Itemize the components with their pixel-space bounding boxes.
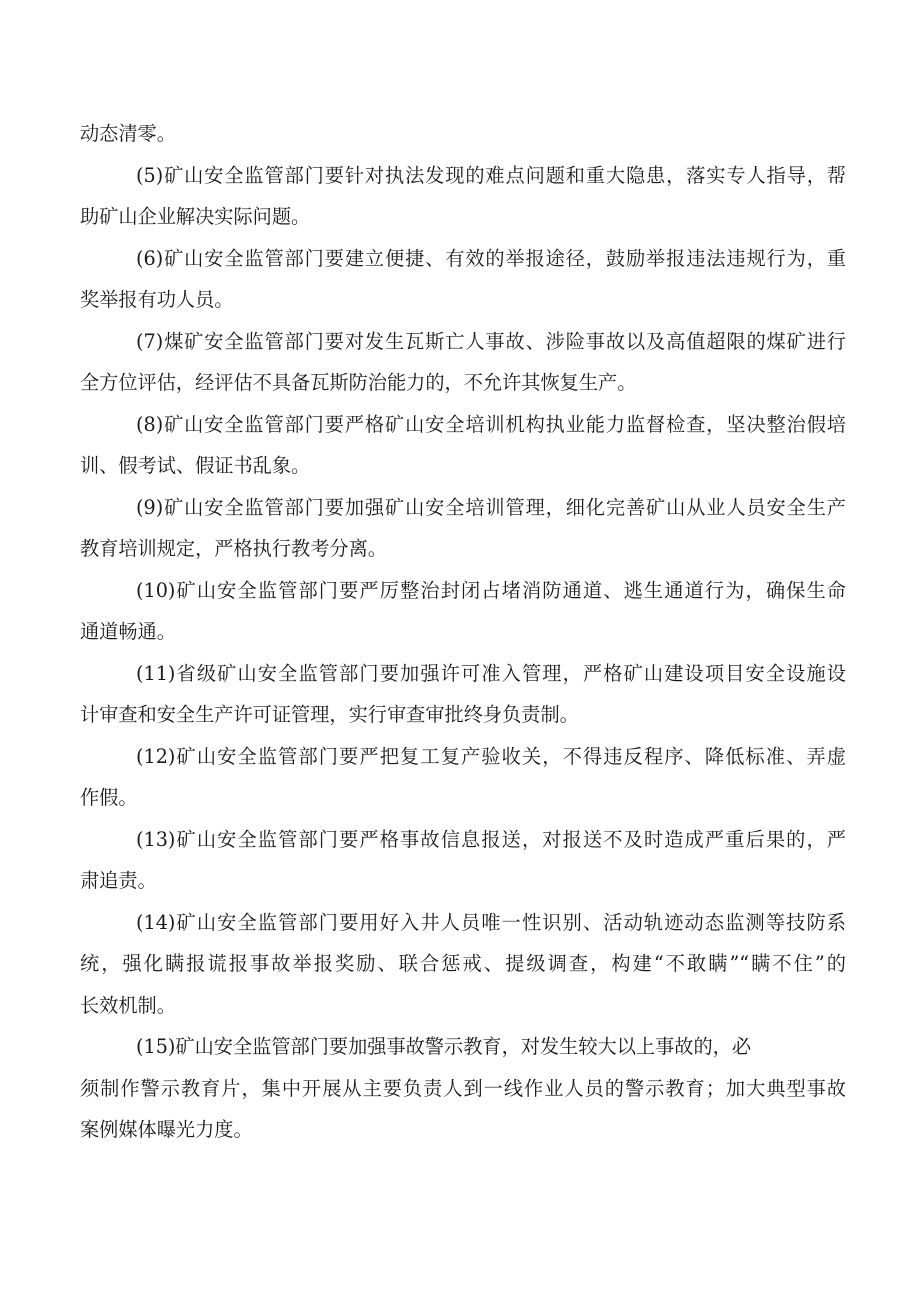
paragraph-7-line-2: 全方位评估，经评估不具备瓦斯防治能力的，不允许其恢复生产。 xyxy=(80,371,637,394)
paragraph-13-line-2: 肃追责。 xyxy=(80,869,157,892)
paragraph-8-line-1: (8)矿山安全监管部门要严格矿山安全培训机构执业能力监督检查，坚决整治假培 xyxy=(136,412,846,436)
paragraph-15-line-1: (15)矿山安全监管部门要加强事故警示教育，对发生较大以上事故的，必 xyxy=(136,1035,752,1058)
paragraph-6-line-2: 奖举报有功人员。 xyxy=(80,288,234,311)
text-line: 动态清零。 xyxy=(80,122,176,145)
paragraph-5-line-1: (5)矿山安全监管部门要针对执法发现的难点问题和重大隐患，落实专人指导，帮 xyxy=(136,163,846,187)
paragraph-8-line-2: 训、假考试、假证书乱象。 xyxy=(80,454,311,477)
paragraph-14-line-3: 长效机制。 xyxy=(80,993,176,1017)
paragraph-15-line-3: 案例媒体曝光力度。 xyxy=(80,1118,253,1141)
paragraph-10-line-1: (10)矿山安全监管部门要严厉整治封闭占堵消防通道、逃生通道行为，确保生命 xyxy=(136,578,846,602)
paragraph-5-line-2: 助矿山企业解决实际问题。 xyxy=(80,205,311,228)
paragraph-9-line-2: 教育培训规定，严格执行教考分离。 xyxy=(80,537,387,560)
paragraph-14-line-2: 统，强化瞒报谎报事故举报奖励、联合惩戒、提级调查，构建“不敢瞒”“瞒不住”的 xyxy=(80,952,846,975)
paragraph-12-line-2: 作假。 xyxy=(80,786,138,809)
paragraph-13-line-1: (13)矿山安全监管部门要严格事故信息报送，对报送不及时造成严重后果的，严 xyxy=(136,827,846,851)
document-body xyxy=(80,113,846,1151)
paragraph-7-line-1: (7)煤矿安全监管部门要对发生瓦斯亡人事故、涉险事故以及高值超限的煤矿进行 xyxy=(136,329,846,353)
paragraph-6-line-1: (6)矿山安全监管部门要建立便捷、有效的举报途径，鼓励举报违法违规行为，重 xyxy=(136,246,846,270)
paragraph-10-line-2: 通道畅通。 xyxy=(80,620,176,643)
paragraph-14-line-1: (14)矿山安全监管部门要用好入井人员唯一性识别、活动轨迹动态监测等技防系 xyxy=(136,910,846,934)
paragraph-11-line-2: 计审查和安全生产许可证管理，实行审查审批终身负责制。 xyxy=(80,703,579,726)
paragraph-11-line-1: (11)省级矿山安全监管部门要加强许可准入管理，严格矿山建设项目安全设施设 xyxy=(136,661,846,685)
paragraph-9-line-1: (9)矿山安全监管部门要加强矿山安全培训管理，细化完善矿山从业人员安全生产 xyxy=(136,495,846,519)
paragraph-15-line-2: 须制作警示教育片，集中开展从主要负责人到一线作业人员的警示教育；加大典型事故 xyxy=(80,1076,846,1100)
paragraph-12-line-1: (12)矿山安全监管部门要严把复工复产验收关，不得违反程序、降低标准、弄虚 xyxy=(136,744,846,768)
